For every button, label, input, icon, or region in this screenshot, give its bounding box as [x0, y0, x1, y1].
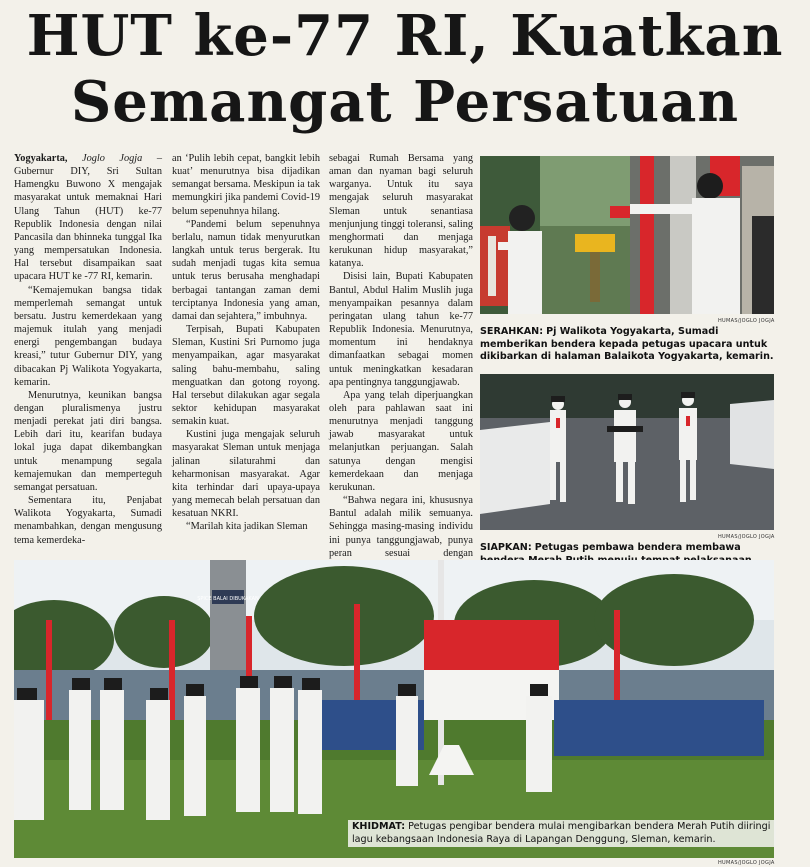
photo-flag-bearers	[480, 374, 774, 530]
background-sign: SPICE BALAI DIBUKAKAN	[197, 596, 259, 602]
article-paragraph: “Pandemi belum sepenuhnya berlalu, namun tidak menyurutkan langkah untuk terus bergerak. Itu sudah menjadi tugas kita semua untuk terus berusaha menghadapi berbagai tantangan zaman demi terciptanya Indonesia yang aman, damai dan sejahtera,” imbuhnya.	[172, 218, 320, 322]
photo-flag-raising	[14, 560, 774, 858]
article-paragraph: sebagai Rumah Bersama yang aman dan nyaman bagi seluruh warganya. Untuk itu saya mengajak seluruh masyarakat Sleman untuk senantiasa menjunjung tinggi toleransi, saling menghormati dan menjaga kerukunan hidup masyarakat,” katanya.	[329, 153, 473, 270]
caption-label: SERAHKAN:	[480, 326, 544, 337]
photo-credit: HUMAS/JOGLO JOGJA	[718, 534, 775, 540]
article-paragraph: Apa yang telah diperjuangkan oleh para pahlawan saat ini menurutnya menjadi tanggung jawab masyarakat untuk melanjutkan perjuangan. Salah satunya dengan mengisi kemerdekaan dan menjaga kerukunan.	[329, 389, 473, 493]
article-paragraph: Kustini juga mengajak seluruh masyarakat Sleman untuk menjaga jalinan silaturahmi dan keharmonisan masyarakat. Agar kita terhindar dari upaya-upaya yang memecah belah persatuan dan kesatuan NKRI.	[172, 429, 320, 520]
caption-text: Pj Walikota Yogyakarta, Sumadi memberikan bendera kepada petugas upacara untuk dikibarkan di halaman Balaikota Yogyakarta, kemarin.	[480, 326, 774, 362]
photo-credit: HUMAS/JOGLO JOGJA	[718, 318, 775, 324]
article-paragraph: Sementara itu, Penjabat Walikota Yogyakarta, Sumadi menambahkan, dengan mengusung tema kemerdeka-	[14, 495, 162, 546]
article-column-2	[172, 152, 320, 534]
photo-credit: HUMAS/JOGLO JOGJA	[718, 860, 775, 866]
caption-text: Petugas pengibar bendera mulai mengibarkan bendera Merah Putih diiringi lagu kebangsaan Indonesia Raya di Lapangan Denggung, Sleman, kemarin.	[352, 821, 771, 845]
caption-label: SIAPKAN:	[480, 542, 532, 553]
headline-line-1: HUT ke-77 RI, Kuatkan	[26, 3, 784, 69]
photo-flag-handover	[480, 156, 774, 314]
article-paragraph: “Bahwa negara ini, khususnya Bantul adalah milik semuanya. Sehingga masing-masing individu ini punya tanggungjawab, punya peran sesuai dengan	[329, 495, 473, 559]
lead-text: – Gubernur DIY, Sri Sultan Hamengku Buwono X mengajak masyarakat untuk memaknai Hari Ulang Tahun (HUT) ke-77 Republik Indonesia dengan nilai Pancasila dan bhinneka tunggal Ika yang mempersatukan Indonesia. Hal tersebut disampaikan saat upacara HUT ke -77 RI, kemarin.	[14, 153, 162, 283]
article-paragraph: “Marilah kita jadikan Sleman	[186, 521, 308, 533]
article-paragraph: Terpisah, Bupati Kabupaten Sleman, Kustini Sri Purnomo juga menyampaikan, agar masyarakat saling bahu-membahu, saling menguatkan dan gotong royong. Hal tersebut dilakukan agar segala sektor kehidupan masyarakat semakin kuat.	[172, 324, 320, 428]
article-paragraph: an ‘Pulih lebih cepat, bangkit lebih kuat’ menurutnya bisa dijadikan semangat bersama. Meskipun ia tak memungkiri jika pandemi Covid-19 belum sepenuhnya hilang.	[172, 153, 320, 217]
article-paragraph: “Kemajemukan bangsa tidak memperlemah semangat untuk bersatu. Justru kemerdekaan yang majemuk itulah yang menjadi energi pengembangan budaya kreasi,” tutur Gubernur DIY, yang dibacakan Pj Walikota Yogyakarta, kemarin.	[14, 284, 162, 388]
article-paragraph: Disisi lain, Bupati Kabupaten Bantul, Abdul Halim Muslih juga menyampaikan pesannya dalam peringatan ulang tahun ke-77 Republik Indonesia. Menurutnya, momentum ini hendaknya dimanfaatkan sebagai momen untuk meningkatkan kesadaran apa pentingnya tanggungjawab.	[329, 271, 473, 388]
source-name: Joglo Jogja	[82, 153, 143, 164]
caption-label: KHIDMAT:	[352, 821, 406, 832]
photo-caption-1	[480, 326, 776, 364]
article-column-1	[14, 152, 162, 547]
article-paragraph: Menurutnya, keunikan bangsa dengan pluralismenya justru menjadi perekat jati diri bangsa. Lebih dari itu, kearifan budaya lokal juga dapat dikembangkan untuk menampung segala kemajemukan dan memperteguh semangat persatuan.	[14, 389, 162, 493]
dateline: Yogyakarta,	[14, 153, 68, 164]
article-column-3	[329, 152, 473, 586]
article-lead-paragraph	[14, 152, 162, 284]
photo-caption-3	[348, 820, 776, 847]
caption-text: Petugas pembawa bendera membawa	[534, 542, 741, 553]
headline-line-2: Semangat Persatuan	[70, 69, 740, 135]
